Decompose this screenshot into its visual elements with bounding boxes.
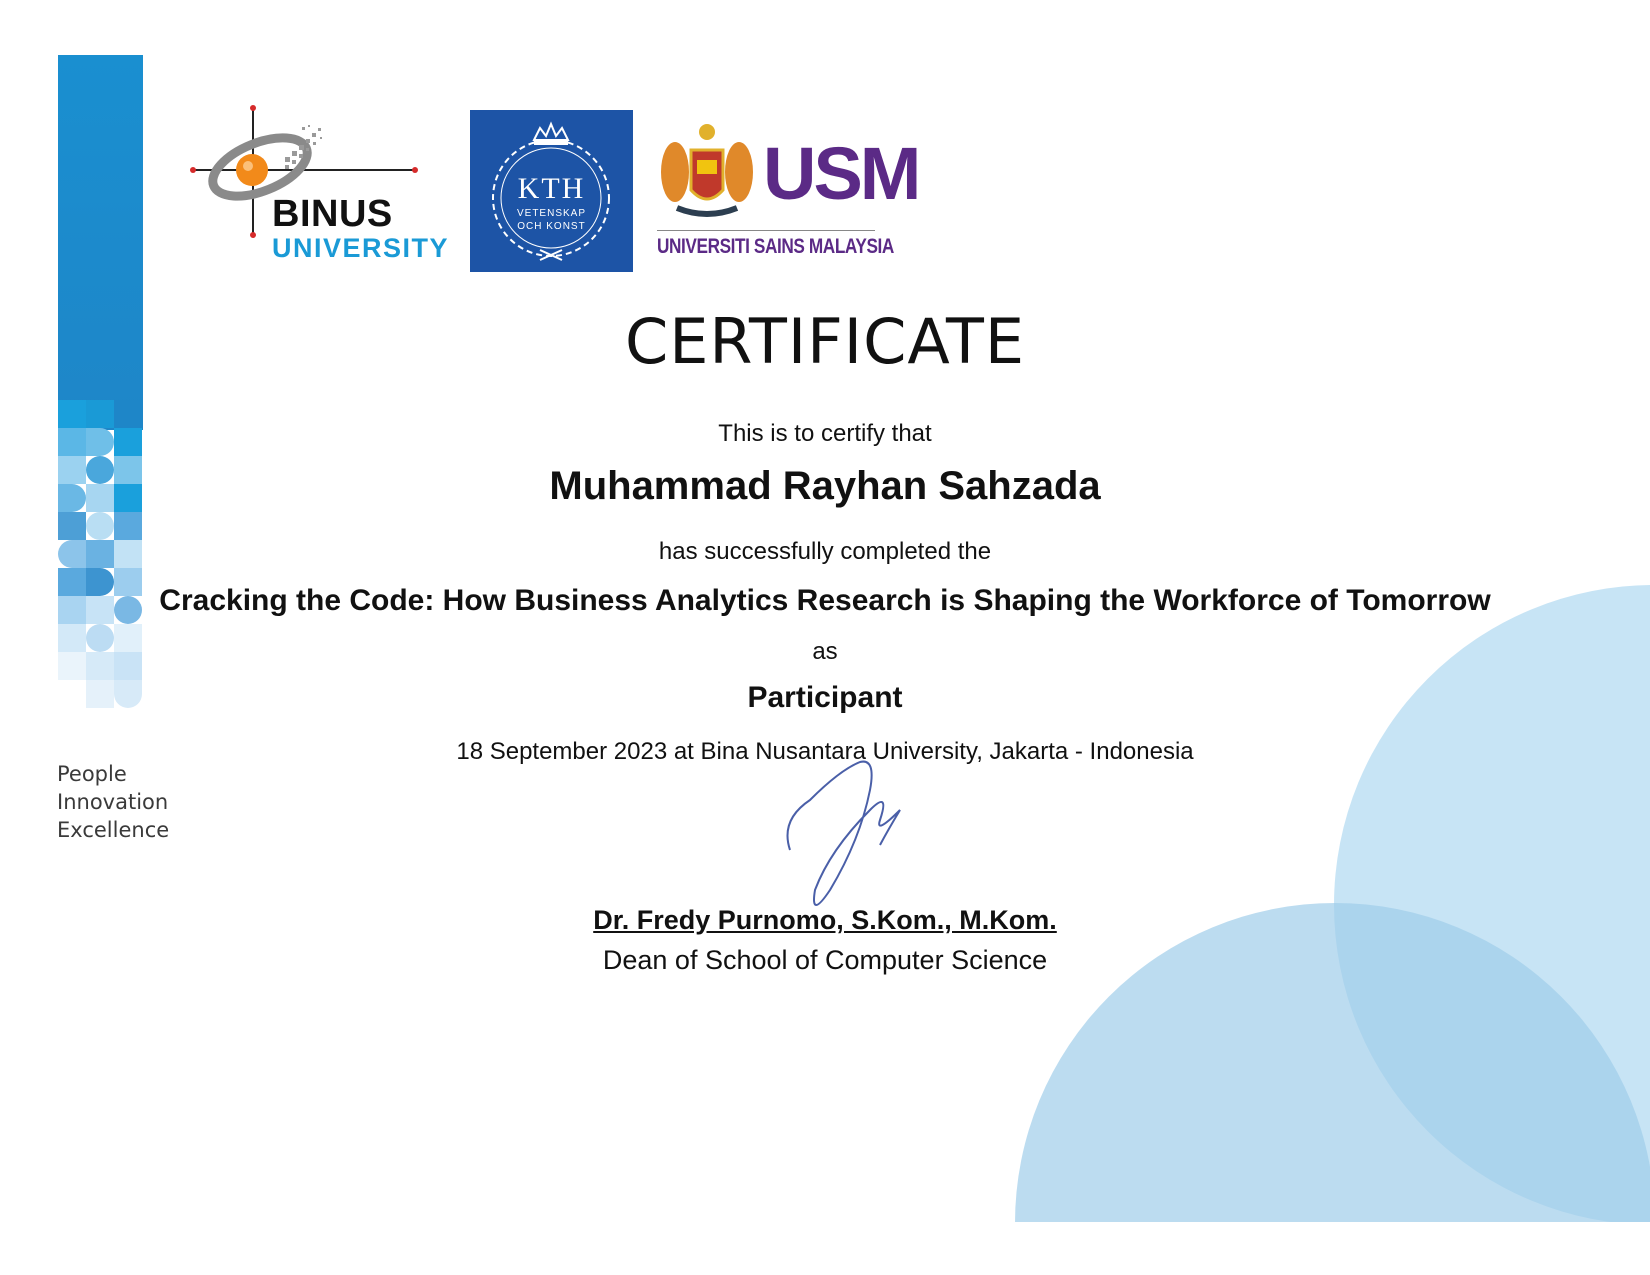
usm-wordmark: USM (763, 132, 919, 215)
date-location: 18 September 2023 at Bina Nusantara University, Jakarta - Indonesia (456, 738, 1194, 765)
binus-subtitle: UNIVERSITY (272, 233, 450, 263)
binus-logo (190, 105, 455, 265)
usm-full-name: UNIVERSITI SAINS MALAYSIA (657, 235, 894, 258)
completion-text: has successfully completed the (658, 538, 992, 565)
signatory-name: Dr. Fredy Purnomo, S.Kom., M.Kom. (593, 905, 1057, 935)
certify-intro: This is to certify that (718, 420, 932, 447)
certificate-title: CERTIFICATE (624, 305, 1026, 378)
signatory-title: Dean of School of Computer Science (602, 945, 1048, 975)
kth-motto-line2: OCH KONST (517, 221, 586, 232)
motto-line: Innovation (57, 790, 169, 814)
page-bottom-margin (0, 1222, 1650, 1275)
kth-logo (470, 110, 633, 272)
as-text: as (812, 638, 838, 665)
recipient-name: Muhammad Rayhan Sahzada (549, 464, 1101, 508)
motto-line: Excellence (57, 818, 170, 842)
participant-role: Participant (747, 681, 903, 714)
motto-line: People (57, 762, 127, 786)
usm-divider (657, 230, 875, 231)
usm-crest-icon (657, 120, 757, 225)
kth-motto-line1: VETENSKAP (516, 208, 587, 219)
event-title: Cracking the Code: How Business Analytics Research is Shaping the Workforce of Tomorrow (159, 584, 1491, 617)
kth-wordmark: KTH (517, 172, 586, 205)
usm-logo (655, 120, 919, 270)
signature-icon (780, 750, 920, 930)
motto (57, 760, 169, 844)
binus-wordmark: BINUS (272, 193, 393, 235)
